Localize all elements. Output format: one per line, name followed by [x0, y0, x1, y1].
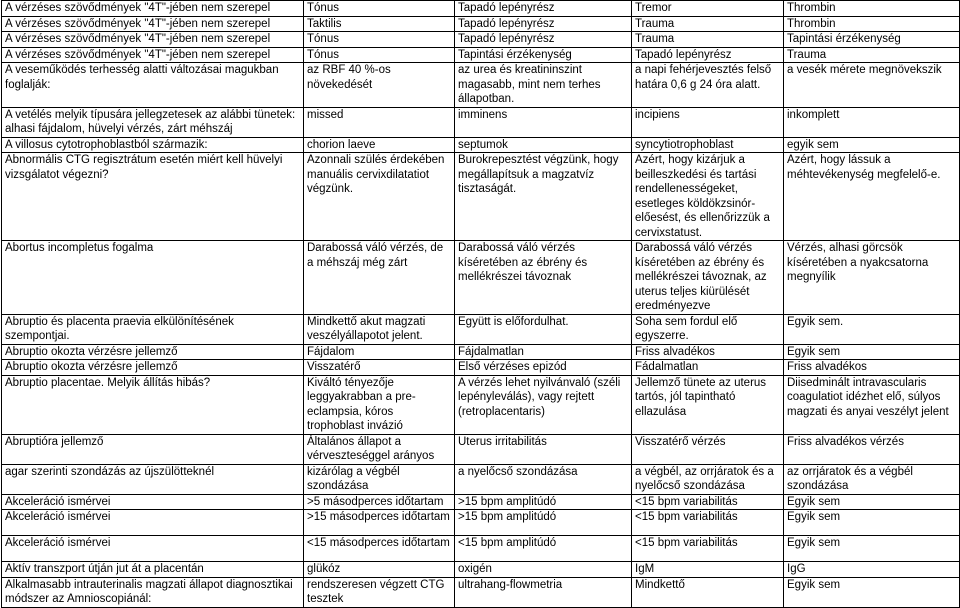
question-cell: A vérzéses szövődmények "4T"-jében nem szerepel [2, 1, 304, 17]
answer-a-cell: kizárólag a végbél szondázása [304, 464, 455, 494]
question-cell: Akceleráció ismérvei [2, 536, 304, 562]
table-row [2, 536, 960, 562]
answer-b-cell: >15 bpm amplitúdó [455, 510, 632, 536]
table-row [2, 107, 960, 137]
answer-b-cell: imminens [455, 107, 632, 137]
answer-b-cell: a nyelőcső szondázása [455, 464, 632, 494]
question-cell: A villosus cytotrophoblastból származik: [2, 137, 304, 153]
answer-d-cell: inkomplett [784, 107, 960, 137]
table-row [2, 510, 960, 536]
quiz-table [1, 0, 960, 608]
answer-c-cell: Trauma [632, 16, 784, 32]
answer-b-cell: Tapadó lepényrész [455, 1, 632, 17]
answer-a-cell: glükóz [304, 562, 455, 578]
question-cell: Akceleráció ismérvei [2, 494, 304, 510]
answer-a-cell: Tónus [304, 32, 455, 48]
answer-a-cell: >15 másodperces időtartam [304, 510, 455, 536]
table-row [2, 314, 960, 344]
answer-c-cell: incipiens [632, 107, 784, 137]
answer-c-cell: Visszatérő vérzés [632, 434, 784, 464]
answer-d-cell: Thrombin [784, 16, 960, 32]
answer-a-cell: >5 másodperces időtartam [304, 494, 455, 510]
table-row [2, 16, 960, 32]
answer-c-cell: <15 bpm variabilitás [632, 536, 784, 562]
answer-b-cell: Tapintási érzékenység [455, 47, 632, 63]
answer-b-cell: Darabossá váló vérzés kíséretében az ébrény és mellékrészei távoznak [455, 241, 632, 315]
answer-d-cell: egyik sem [784, 137, 960, 153]
question-cell: Abruptio okozta vérzésre jellemző [2, 360, 304, 376]
answer-c-cell: Soha sem fordul elő egyszerre. [632, 314, 784, 344]
question-cell: Akceleráció ismérvei [2, 510, 304, 536]
answer-c-cell: <15 bpm variabilitás [632, 494, 784, 510]
table-row [2, 63, 960, 108]
answer-d-cell: Egyik sem. [784, 314, 960, 344]
answer-b-cell: az urea és kreatininszint magasabb, mint nem terhes állapotban. [455, 63, 632, 108]
answer-d-cell: Egyik sem [784, 510, 960, 536]
answer-d-cell: Egyik sem [784, 577, 960, 607]
question-cell: Abruptióra jellemző [2, 434, 304, 464]
answer-c-cell: Mindkettő [632, 577, 784, 607]
answer-a-cell: Tónus [304, 1, 455, 17]
answer-b-cell: oxigén [455, 562, 632, 578]
answer-b-cell: <15 bpm amplitúdó [455, 536, 632, 562]
answer-d-cell: Thrombin [784, 1, 960, 17]
table-row [2, 494, 960, 510]
question-cell: A vérzéses szövődmények "4T"-jében nem szerepel [2, 32, 304, 48]
table-row [2, 375, 960, 434]
question-cell: Alkalmasabb intrauterinalis magzati állapot diagnosztikai módszer az Amnioscopiánál: [2, 577, 304, 607]
answer-c-cell: Friss alvadékos [632, 344, 784, 360]
question-cell: Abruptio okozta vérzésre jellemző [2, 344, 304, 360]
answer-d-cell: Azért, hogy lássuk a méhtevékenység megfelelő-e. [784, 153, 960, 241]
answer-c-cell: Darabossá váló vérzés kíséretében az ébrény és mellékrészei távoznak, az uterus teljes kiürülését eredményezve [632, 241, 784, 315]
table-row [2, 47, 960, 63]
answer-a-cell: chorion laeve [304, 137, 455, 153]
table-row [2, 562, 960, 578]
answer-b-cell: Tapadó lepényrész [455, 32, 632, 48]
table-row [2, 137, 960, 153]
table-row [2, 241, 960, 315]
table-row [2, 577, 960, 607]
answer-d-cell: Friss alvadékos vérzés [784, 434, 960, 464]
answer-d-cell: Tapintási érzékenység [784, 32, 960, 48]
answer-c-cell: a napi fehérjevesztés felső határa 0,6 g 24 óra alatt. [632, 63, 784, 108]
answer-b-cell: Együtt is előfordulhat. [455, 314, 632, 344]
answer-b-cell: septumok [455, 137, 632, 153]
answer-a-cell: Általános állapot a vérveszteséggel arányos [304, 434, 455, 464]
answer-a-cell: Taktilis [304, 16, 455, 32]
answer-b-cell: Burokrepesztést végzünk, hogy megállapítsuk a magzatvíz tisztaságát. [455, 153, 632, 241]
answer-d-cell: Egyik sem [784, 494, 960, 510]
answer-d-cell: Trauma [784, 47, 960, 63]
question-cell: Abruptio és placenta praevia elkülönítésének szempontjai. [2, 314, 304, 344]
answer-b-cell: ultrahang-flowmetria [455, 577, 632, 607]
answer-a-cell: rendszeresen végzett CTG tesztek [304, 577, 455, 607]
question-cell: A vetélés melyik típusára jellegzetesek az alábbi tünetek: alhasi fájdalom, hüvelyi vérzés, zárt méhszáj [2, 107, 304, 137]
answer-a-cell: Kiváltó tényezője leggyakrabban a pre-eclampsia, kóros trophoblast invázió [304, 375, 455, 434]
answer-b-cell: Uterus irritabilitás [455, 434, 632, 464]
table-row [2, 344, 960, 360]
answer-d-cell: IgG [784, 562, 960, 578]
answer-a-cell: az RBF 40 %-os növekedését [304, 63, 455, 108]
answer-a-cell: Mindkettő akut magzati veszélyállapotot jelent. [304, 314, 455, 344]
table-row [2, 153, 960, 241]
answer-a-cell: Darabossá váló vérzés, de a méhszáj még zárt [304, 241, 455, 315]
answer-a-cell: Azonnali szülés érdekében manuális cervixdilatatiot végzünk. [304, 153, 455, 241]
table-row [2, 434, 960, 464]
answer-d-cell: a vesék mérete megnövekszik [784, 63, 960, 108]
table-row [2, 464, 960, 494]
table-row [2, 360, 960, 376]
question-cell: Abnormális CTG regisztrátum esetén miért kell hüvelyi vizsgálatot végezni? [2, 153, 304, 241]
answer-a-cell: Fájdalom [304, 344, 455, 360]
question-cell: Abortus incompletus fogalma [2, 241, 304, 315]
question-cell: A vérzéses szövődmények "4T"-jében nem szerepel [2, 47, 304, 63]
answer-c-cell: Jellemző tünete az uterus tartós, jól tapintható ellazulása [632, 375, 784, 434]
answer-b-cell: >15 bpm amplitúdó [455, 494, 632, 510]
answer-c-cell: a végbél, az orrjáratok és a nyelőcső szondázása [632, 464, 784, 494]
answer-a-cell: Visszatérő [304, 360, 455, 376]
answer-d-cell: Vérzés, alhasi görcsök kíséretében a nyakcsatorna megnyílik [784, 241, 960, 315]
answer-a-cell: Tónus [304, 47, 455, 63]
answer-a-cell: <15 másodperces időtartam [304, 536, 455, 562]
answer-d-cell: Egyik sem [784, 344, 960, 360]
question-cell: A vérzéses szövődmények "4T"-jében nem szerepel [2, 16, 304, 32]
answer-d-cell: Friss alvadékos [784, 360, 960, 376]
answer-c-cell: Trauma [632, 32, 784, 48]
answer-d-cell: Egyik sem [784, 536, 960, 562]
question-cell: A veseműködés terhesség alatti változásai magukban foglalják: [2, 63, 304, 108]
answer-b-cell: Fájdalmatlan [455, 344, 632, 360]
answer-c-cell: Tapadó lepényrész [632, 47, 784, 63]
answer-b-cell: A vérzés lehet nyilvánvaló (széli lepényleválás), vagy rejtett (retroplacentaris) [455, 375, 632, 434]
answer-a-cell: missed [304, 107, 455, 137]
question-cell: Aktív transzport útján jut át a placentán [2, 562, 304, 578]
question-cell: agar szerinti szondázás az újszülötteknél [2, 464, 304, 494]
answer-d-cell: Diisedminált intravascularis coagulatiot idézhet elő, súlyos magzati és anyai veszélyt jelent [784, 375, 960, 434]
table-row [2, 1, 960, 17]
answer-c-cell: IgM [632, 562, 784, 578]
answer-c-cell: Tremor [632, 1, 784, 17]
answer-d-cell: az orrjáratok és a végbél szondázása [784, 464, 960, 494]
answer-c-cell: Fádalmatlan [632, 360, 784, 376]
answer-c-cell: syncytiotrophoblast [632, 137, 784, 153]
answer-c-cell: Azért, hogy kizárjuk a beilleszkedési és tartási rendellenességeket, esetleges köldökzsinór-előesést, és ellenőrizzük a cervixstatust. [632, 153, 784, 241]
answer-b-cell: Első vérzéses epizód [455, 360, 632, 376]
question-cell: Abruptio placentae. Melyik állítás hibás? [2, 375, 304, 434]
table-row [2, 32, 960, 48]
answer-c-cell: <15 bpm variabilitás [632, 510, 784, 536]
answer-b-cell: Tapadó lepényrész [455, 16, 632, 32]
